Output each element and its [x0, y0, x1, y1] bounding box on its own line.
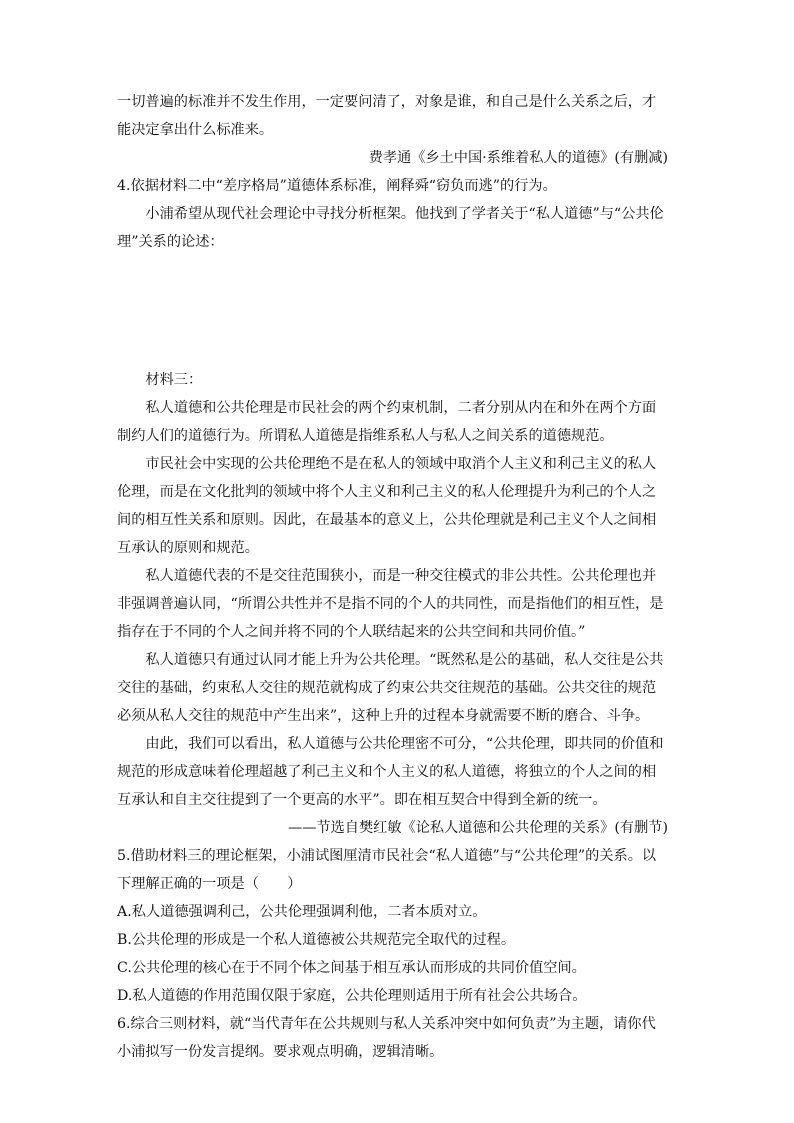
q5-option-b: B.公共伦理的形成是一个私人道德被公共规范完全取代的过程。 [117, 932, 516, 948]
material3-intro: 小浦希望从现代社会理论中寻找分析框架。他找到了学者关于“私人道德”与“公共伦理”关系的论述： [117, 206, 664, 250]
question-4: 4.依据材料二中“差序格局”道德体系标准，阐释舜“窃负而逃”的行为。 [117, 178, 557, 194]
q5-option-c: C.公共伦理的核心在于不同个体之间基于相互承认而形成的共同价值空间。 [117, 960, 586, 976]
material3-source: ——节选自樊红敏《论私人道德和公共伦理的关系》(有删节) [288, 820, 668, 836]
material3-paragraph: 私人道德只有通过认同才能上升为公共伦理。“既然私是公的基础，私人交往是公共交往的基础，约束私人交往的规范就构成了约束公共交往规范的基础。公共交往的规范必须从私人交往的规范中产生出来”，这种上升的过程本身就需要不断的磨合、斗争。 [117, 652, 664, 724]
material3-paragraph: 市民社会中实现的公共伦理绝不是在私人的领域中取消个人主义和利己主义的私人伦理，而是在文化批判的领域中将个人主义和利己主义的私人伦理提升为利己的个人之间的相互性关系和原则。因此，在最基本的意义上，公共伦理就是利己主义个人之间相互承认的原则和规范。 [117, 456, 657, 556]
material3-paragraph: 私人道德代表的不是交往范围狭小，而是一种交往模式的非公共性。公共伦理也并非强调普遍认同，“所谓公共性并不是指不同的个人的共同性，而是指他们的相互性，是指存在于不同的个人之间并将不同的个人联结起来的公共空间和共同价值。” [117, 568, 664, 640]
question-5: 5.借助材料三的理论框架，小浦试图厘清市民社会“私人道德”与“公共伦理”的关系。以下理解正确的一项是（ ） [117, 848, 657, 892]
question-6: 6.综合三则材料，就“当代青年在公共规则与私人关系冲突中如何负责”为主题，请你代小浦拟写一份发言提纲。要求观点明确，逻辑清晰。 [117, 1016, 656, 1060]
answer-space [117, 256, 668, 366]
q5-option-d: D.私人道德的作用范围仅限于家庭，公共伦理则适用于所有社会公共场合。 [117, 988, 587, 1004]
q5-option-a: A.私人道德强调利己，公共伦理强调利他，二者本质对立。 [117, 904, 487, 920]
material3-paragraph: 私人道德和公共伦理是市民社会的两个约束机制，二者分别从内在和外在两个方面制约人们的道德行为。所谓私人道德是指维系私人与私人之间关系的道德规范。 [117, 400, 657, 444]
material2-closing-paragraph: 一切普遍的标准并不发生作用，一定要问清了，对象是谁，和自己是什么关系之后，才能决定拿出什么标准来。 [117, 94, 657, 138]
material3-paragraph: 由此，我们可以看出，私人道德与公共伦理密不可分，“公共伦理，即共同的价值和规范的形成意味着伦理超越了利己主义和个人主义的私人道德，将独立的个人之间的相互承认和自主交往提到了一个更高的水平”。即在相互契合中得到全新的统一。 [117, 736, 664, 808]
material3-title: 材料三： [145, 372, 203, 388]
material2-source: 费孝通《乡土中国·系维着私人的道德》(有删减) [368, 150, 668, 166]
document-page [117, 88, 668, 1066]
